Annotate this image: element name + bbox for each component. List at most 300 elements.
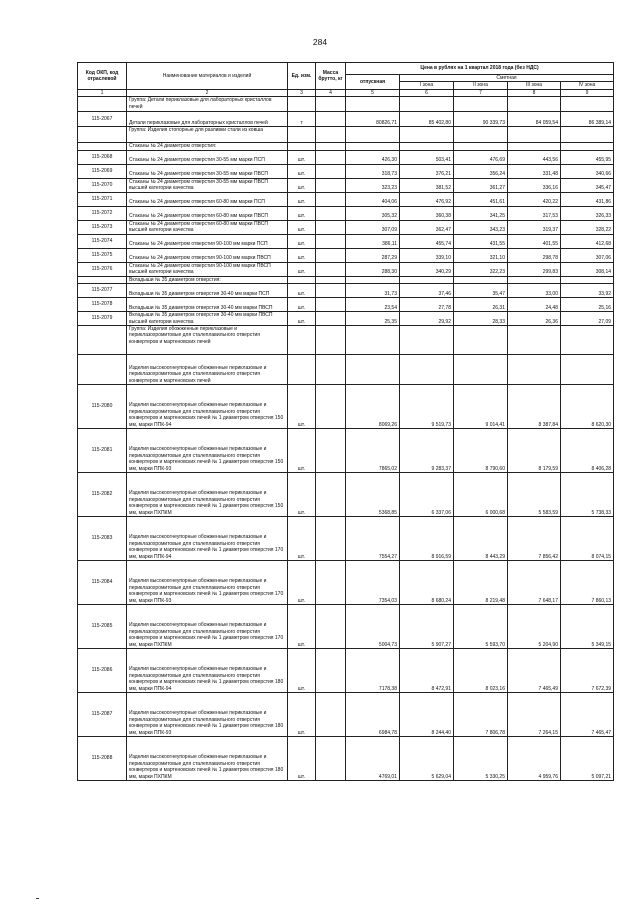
cell-code: 115-2088 [78,737,127,781]
table-row [78,473,614,517]
cell-zone-3-price: 4 959,76 [508,737,561,781]
cell-release-price: 305,32 [346,206,400,220]
cell-release-price: 404,06 [346,192,400,206]
cell-release-price [346,355,400,385]
cell-name: Изделия высокоогнеупорные обожженные периклазовые и периклазохромитовые для сталеплавильного отверстия конвертеров и мартеновских печей [127,355,288,385]
cell-name: Изделия высокоогнеупорные обожженные периклазовые и периклазохромитовые для сталеплавильного отверстия конвертеров и мартеновских печей № 1 диаметром отверстия 150 мм, марки ППК-94 [127,385,288,429]
table-row [78,262,614,276]
cell-code [78,97,127,112]
table-row [78,192,614,206]
column-index-row [78,89,614,96]
cell-zone-1-price: 9 519,73 [400,385,454,429]
column-index: 5 [346,89,400,96]
cell-zone-1-price [400,326,454,355]
cell-zone-4-price: 5 349,15 [561,605,614,649]
table-row [78,385,614,429]
cell-release-price: 7865,02 [346,429,400,473]
cell-code: 115-2073 [78,220,127,234]
cell-name: Группа: Изделия стопорные для разливки стали из ковша [127,127,288,143]
cell-release-price: 5004,73 [346,605,400,649]
cell-unit: шт. [288,298,316,312]
cell-zone-2-price: 476,69 [454,150,508,164]
cell-unit [288,143,316,150]
cell-zone-3-price: 33,00 [508,284,561,298]
header-price-group: Цена в рублях на 1 квартал 2018 года (без НДС) [346,63,614,75]
cell-release-price: 7554,27 [346,517,400,561]
table-row [78,312,614,326]
cell-zone-2-price: 5 330,25 [454,737,508,781]
cell-name: Изделия высокоогнеупорные обожженные периклазовые и периклазохромитовые для сталеплавильного отверстия конвертеров и мартеновских печей № 1 диаметром отверстия 180 мм, марки ПХПКМ [127,737,288,781]
cell-zone-4-price: 307,06 [561,248,614,262]
cell-zone-3-price: 24,48 [508,298,561,312]
cell-release-price: 323,23 [346,178,400,192]
cell-release-price: 6984,78 [346,693,400,737]
cell-zone-3-price: 5 204,90 [508,605,561,649]
cell-code: 115-2083 [78,517,127,561]
cell-zone-3-price: 443,56 [508,150,561,164]
cell-name: Вкладыши № 35 диаметром отверстия 30-40 мм марки ПСП [127,284,288,298]
cell-mass [316,164,346,178]
cell-zone-4-price: 27,09 [561,312,614,326]
cell-zone-3-price: 7 856,42 [508,517,561,561]
cell-mass [316,276,346,283]
cell-mass [316,178,346,192]
cell-code: 115-2082 [78,473,127,517]
cell-name: Изделия высокоогнеупорные обожженные периклазовые и периклазохромитовые для сталеплавильного отверстия конвертеров и мартеновских печей № 1 диаметром отверстия 150 мм, марки ППК-93 [127,429,288,473]
cell-mass [316,192,346,206]
cell-unit [288,276,316,283]
header-release: отпускная [346,75,400,90]
cell-mass [316,112,346,127]
cell-release-price [346,276,400,283]
cell-code: 115-2068 [78,150,127,164]
cell-code: 115-2080 [78,385,127,429]
table-header [78,63,614,97]
cell-zone-2-price [454,143,508,150]
column-index: 8 [508,89,561,96]
cell-code: 115-2072 [78,206,127,220]
cell-zone-3-price: 84 059,54 [508,112,561,127]
cell-unit: т [288,112,316,127]
cell-name: Стаканы № 24 диаметром отверстия 60-80 мм марки ПВСП [127,206,288,220]
cell-zone-3-price [508,355,561,385]
cell-zone-2-price: 35,47 [454,284,508,298]
cell-mass [316,561,346,605]
cell-zone-4-price: 412,68 [561,234,614,248]
cell-zone-4-price: 7 860,13 [561,561,614,605]
table-row [78,206,614,220]
cell-release-price: 5368,85 [346,473,400,517]
cell-zone-2-price [454,355,508,385]
cell-zone-4-price: 86 389,14 [561,112,614,127]
cell-unit [288,127,316,143]
cell-zone-2-price: 5 593,70 [454,605,508,649]
cell-zone-1-price: 29,92 [400,312,454,326]
cell-mass [316,248,346,262]
table-row [78,220,614,234]
cell-mass [316,605,346,649]
cell-release-price [346,326,400,355]
cell-code: 115-2086 [78,649,127,693]
column-index: 4 [316,89,346,96]
cell-zone-2-price: 9 014,41 [454,385,508,429]
cell-zone-3-price: 401,55 [508,234,561,248]
cell-zone-1-price: 8 244,40 [400,693,454,737]
cell-zone-2-price: 321,10 [454,248,508,262]
table-row [78,605,614,649]
cell-mass [316,234,346,248]
cell-zone-2-price: 356,24 [454,164,508,178]
cell-zone-3-price: 420,22 [508,192,561,206]
cell-zone-3-price: 317,53 [508,206,561,220]
cell-zone-2-price: 322,23 [454,262,508,276]
cell-zone-1-price [400,276,454,283]
cell-unit: шт. [288,164,316,178]
cell-unit: шт. [288,284,316,298]
cell-unit: шт. [288,473,316,517]
cell-unit: шт. [288,206,316,220]
cell-zone-4-price: 455,95 [561,150,614,164]
cell-release-price: 7178,38 [346,649,400,693]
header-zone-4: IV зона [561,82,614,89]
cell-zone-2-price [454,326,508,355]
cell-zone-2-price: 431,55 [454,234,508,248]
cell-zone-4-price [561,355,614,385]
group-row [78,326,614,355]
cell-zone-4-price: 326,33 [561,206,614,220]
cell-code: 115-2071 [78,192,127,206]
table-row [78,112,614,127]
cell-name: Стаканы № 24 диаметром отверстия 30-55 мм марки ПВСП высшей категории качества [127,178,288,192]
cell-zone-1-price: 9 283,37 [400,429,454,473]
cell-zone-1-price: 360,38 [400,206,454,220]
header-mass: Масса брутто, кг [316,63,346,90]
cell-mass [316,737,346,781]
cell-zone-2-price: 7 806,78 [454,693,508,737]
header-estimate: Сметная [400,75,614,82]
cell-zone-1-price: 381,52 [400,178,454,192]
cell-zone-1-price: 37,46 [400,284,454,298]
cell-zone-4-price [561,127,614,143]
cell-zone-2-price: 90 339,73 [454,112,508,127]
cell-mass [316,385,346,429]
cell-zone-1-price: 339,10 [400,248,454,262]
table-row [78,517,614,561]
cell-zone-4-price: 25,16 [561,298,614,312]
cell-mass [316,150,346,164]
cell-unit: шт. [288,429,316,473]
cell-release-price: 25,35 [346,312,400,326]
cell-code: 115-2075 [78,248,127,262]
cell-zone-4-price [561,276,614,283]
cell-unit [288,97,316,112]
cell-release-price: 287,29 [346,248,400,262]
header-code: Код ОКП, код отраслевой [78,63,127,90]
cell-release-price [346,127,400,143]
cell-release-price: 318,73 [346,164,400,178]
cell-unit: шт. [288,178,316,192]
cell-unit: шт. [288,150,316,164]
cell-mass [316,220,346,234]
cell-name: Вкладыши № 35 диаметром отверстия 30-40 мм марки ПВСП [127,298,288,312]
cell-zone-3-price [508,326,561,355]
group-row [78,143,614,150]
cell-unit: шт. [288,192,316,206]
column-index: 1 [78,89,127,96]
cell-code [78,276,127,283]
header-zone-3: III зона [508,82,561,89]
column-index: 2 [127,89,288,96]
cell-zone-3-price: 26,36 [508,312,561,326]
cell-zone-3-price [508,127,561,143]
cell-release-price [346,97,400,112]
cell-zone-3-price: 331,48 [508,164,561,178]
cell-zone-4-price: 5 097,21 [561,737,614,781]
group-row [78,127,614,143]
cell-name: Стаканы № 24 диаметром отверстия 60-80 мм марки ПСП [127,192,288,206]
cell-zone-1-price: 27,78 [400,298,454,312]
cell-zone-1-price: 8 680,24 [400,561,454,605]
cell-name: Вкладыши № 35 диаметром отверстия 30-40 мм марки ПВСП высшей категории качества [127,312,288,326]
cell-code: 115-2077 [78,284,127,298]
cell-zone-1-price: 362,47 [400,220,454,234]
cell-name: Изделия высокоогнеупорные обожженные периклазовые и периклазохромитовые для сталеплавильного отверстия конвертеров и мартеновских печей № 1 диаметром отверстия 170 мм, марки ПХПКМ [127,605,288,649]
cell-mass [316,649,346,693]
cell-release-price: 288,30 [346,262,400,276]
cell-mass [316,473,346,517]
cell-unit: шт. [288,248,316,262]
cell-zone-3-price: 8 387,84 [508,385,561,429]
table-row [78,693,614,737]
cell-name: Изделия высокоогнеупорные обожженные периклазовые и периклазохромитовые для сталеплавильного отверстия конвертеров и мартеновских печей № 1 диаметром отверстия 170 мм, марки ППК-93 [127,561,288,605]
cell-zone-1-price [400,355,454,385]
cell-zone-1-price: 5 629,04 [400,737,454,781]
cell-mass [316,517,346,561]
group-row [78,97,614,112]
cell-unit: шт. [288,649,316,693]
cell-release-price [346,143,400,150]
cell-zone-1-price: 6 337,06 [400,473,454,517]
cell-zone-3-price: 5 583,59 [508,473,561,517]
cell-code: 115-2078 [78,298,127,312]
cell-zone-1-price: 5 907,27 [400,605,454,649]
cell-zone-2-price: 341,25 [454,206,508,220]
cell-code: 115-2087 [78,693,127,737]
group-row [78,355,614,385]
cell-mass [316,693,346,737]
cell-unit: шт. [288,561,316,605]
table-row [78,737,614,781]
cell-release-price: 8069,26 [346,385,400,429]
cell-mass [316,143,346,150]
cell-zone-4-price: 431,86 [561,192,614,206]
table-row [78,164,614,178]
cell-mass [316,127,346,143]
column-index: 7 [454,89,508,96]
cell-name: Стаканы № 24 диаметром отверстия 90-100 мм марки ПВСП высшей категории качества [127,262,288,276]
cell-zone-4-price: 308,14 [561,262,614,276]
cell-code [78,326,127,355]
cell-zone-3-price: 336,16 [508,178,561,192]
table-row [78,284,614,298]
table-row [78,248,614,262]
cell-unit [288,355,316,385]
cell-zone-4-price: 328,22 [561,220,614,234]
cell-zone-3-price: 7 648,17 [508,561,561,605]
cell-zone-2-price [454,276,508,283]
group-row [78,276,614,283]
cell-mass [316,312,346,326]
cell-zone-1-price: 503,41 [400,150,454,164]
cell-zone-4-price [561,97,614,112]
cell-release-price: 426,30 [346,150,400,164]
cell-code [78,127,127,143]
scan-mark [36,898,39,899]
cell-zone-4-price: 7 465,47 [561,693,614,737]
cell-zone-2-price: 8 219,48 [454,561,508,605]
cell-zone-1-price [400,127,454,143]
cell-zone-4-price [561,326,614,355]
cell-release-price: 4769,01 [346,737,400,781]
cell-zone-3-price: 7 264,15 [508,693,561,737]
cell-code: 115-2067 [78,112,127,127]
cell-zone-3-price: 299,83 [508,262,561,276]
cell-zone-2-price: 28,33 [454,312,508,326]
cell-zone-4-price: 340,66 [561,164,614,178]
cell-zone-1-price: 476,92 [400,192,454,206]
header-name: Наименование материалов и изделий [127,63,288,90]
cell-code: 115-2079 [78,312,127,326]
cell-name: Стаканы № 24 диаметром отверстия: [127,143,288,150]
cell-zone-2-price: 343,23 [454,220,508,234]
header-zone-1: I зона [400,82,454,89]
cell-zone-2-price: 8 443,29 [454,517,508,561]
cell-code [78,143,127,150]
cell-zone-2-price: 26,31 [454,298,508,312]
cell-mass [316,97,346,112]
cell-zone-4-price: 345,47 [561,178,614,192]
price-table [77,62,614,781]
cell-code: 115-2069 [78,164,127,178]
cell-mass [316,298,346,312]
cell-name: Стаканы № 24 диаметром отверстия 90-100 мм марки ПВСП [127,248,288,262]
cell-zone-1-price: 8 916,59 [400,517,454,561]
cell-code: 115-2081 [78,429,127,473]
cell-zone-1-price: 8 472,91 [400,649,454,693]
cell-zone-3-price: 7 465,49 [508,649,561,693]
column-index: 6 [400,89,454,96]
cell-unit: шт. [288,262,316,276]
cell-name: Изделия высокоогнеупорные обожженные периклазовые и периклазохромитовые для сталеплавильного отверстия конвертеров и мартеновских печей № 1 диаметром отверстия 180 мм, марки ППК-94 [127,649,288,693]
cell-zone-1-price: 340,29 [400,262,454,276]
cell-code: 115-2070 [78,178,127,192]
header-unit: Ед. изм. [288,63,316,90]
cell-name: Стаканы № 24 диаметром отверстия 30-55 мм марки ПВСП [127,164,288,178]
cell-unit: шт. [288,385,316,429]
cell-release-price: 307,09 [346,220,400,234]
cell-zone-4-price: 8 620,30 [561,385,614,429]
cell-zone-3-price [508,97,561,112]
cell-mass [316,326,346,355]
cell-name: Детали периклазовые для лабораторных кристаллов печей [127,112,288,127]
cell-name: Изделия высокоогнеупорные обожженные периклазовые и периклазохромитовые для сталеплавильного отверстия конвертеров и мартеновских печей № 1 диаметром отверстия 170 мм, марки ППК-94 [127,517,288,561]
cell-zone-2-price [454,127,508,143]
cell-zone-2-price [454,97,508,112]
cell-zone-1-price: 455,74 [400,234,454,248]
table-row [78,298,614,312]
cell-mass [316,206,346,220]
header-zone-2: II зона [454,82,508,89]
cell-zone-4-price: 5 738,33 [561,473,614,517]
cell-zone-1-price [400,97,454,112]
cell-mass [316,284,346,298]
cell-zone-4-price: 7 672,39 [561,649,614,693]
cell-zone-4-price: 8 406,28 [561,429,614,473]
cell-zone-4-price [561,143,614,150]
cell-name: Стаканы № 24 диаметром отверстия 90-100 мм марки ПСП [127,234,288,248]
cell-unit: шт. [288,220,316,234]
cell-release-price: 31,73 [346,284,400,298]
cell-zone-1-price [400,143,454,150]
cell-release-price: 80826,71 [346,112,400,127]
cell-unit: шт. [288,517,316,561]
cell-name: Изделия высокоогнеупорные обожженные периклазовые и периклазохромитовые для сталеплавильного отверстия конвертеров и мартеновских печей № 1 диаметром отверстия 180 мм, марки ППК-93 [127,693,288,737]
cell-zone-2-price: 6 000,68 [454,473,508,517]
table-row [78,234,614,248]
cell-mass [316,429,346,473]
cell-name: Стаканы № 24 диаметром отверстия 60-80 мм марки ПВСП высшей категории качества [127,220,288,234]
cell-name: Стаканы № 24 диаметром отверстия 30-55 мм марки ПСП [127,150,288,164]
cell-zone-3-price: 319,37 [508,220,561,234]
table-body [78,97,614,781]
cell-unit: шт. [288,693,316,737]
cell-name: Изделия высокоогнеупорные обожженные периклазовые и периклазохромитовые для сталеплавильного отверстия конвертеров и мартеновских печей № 1 диаметром отверстия 150 мм, марки ПХПКМ [127,473,288,517]
column-index: 9 [561,89,614,96]
table-row [78,150,614,164]
cell-zone-2-price: 451,61 [454,192,508,206]
cell-zone-4-price: 8 074,15 [561,517,614,561]
cell-zone-2-price: 361,27 [454,178,508,192]
cell-release-price: 7354,03 [346,561,400,605]
cell-zone-3-price: 8 179,59 [508,429,561,473]
cell-unit [288,326,316,355]
cell-mass [316,355,346,385]
cell-zone-3-price [508,276,561,283]
table-row [78,429,614,473]
cell-code [78,355,127,385]
column-index: 3 [288,89,316,96]
table-row [78,649,614,693]
page-number: 284 [312,37,328,47]
cell-unit: шт. [288,605,316,649]
cell-release-price: 386,11 [346,234,400,248]
cell-zone-1-price: 376,21 [400,164,454,178]
cell-code: 115-2074 [78,234,127,248]
cell-name: Вкладыши № 35 диаметром отверстия: [127,276,288,283]
cell-zone-2-price: 8 790,60 [454,429,508,473]
cell-unit: шт. [288,312,316,326]
cell-code: 115-2085 [78,605,127,649]
cell-zone-1-price: 85 402,80 [400,112,454,127]
table-row [78,178,614,192]
cell-unit: шт. [288,737,316,781]
cell-zone-3-price [508,143,561,150]
cell-mass [316,262,346,276]
cell-zone-3-price: 298,78 [508,248,561,262]
table-row [78,561,614,605]
cell-name: Группа: Детали периклазовые для лабораторных кристаллов печей [127,97,288,112]
cell-zone-2-price: 8 023,16 [454,649,508,693]
